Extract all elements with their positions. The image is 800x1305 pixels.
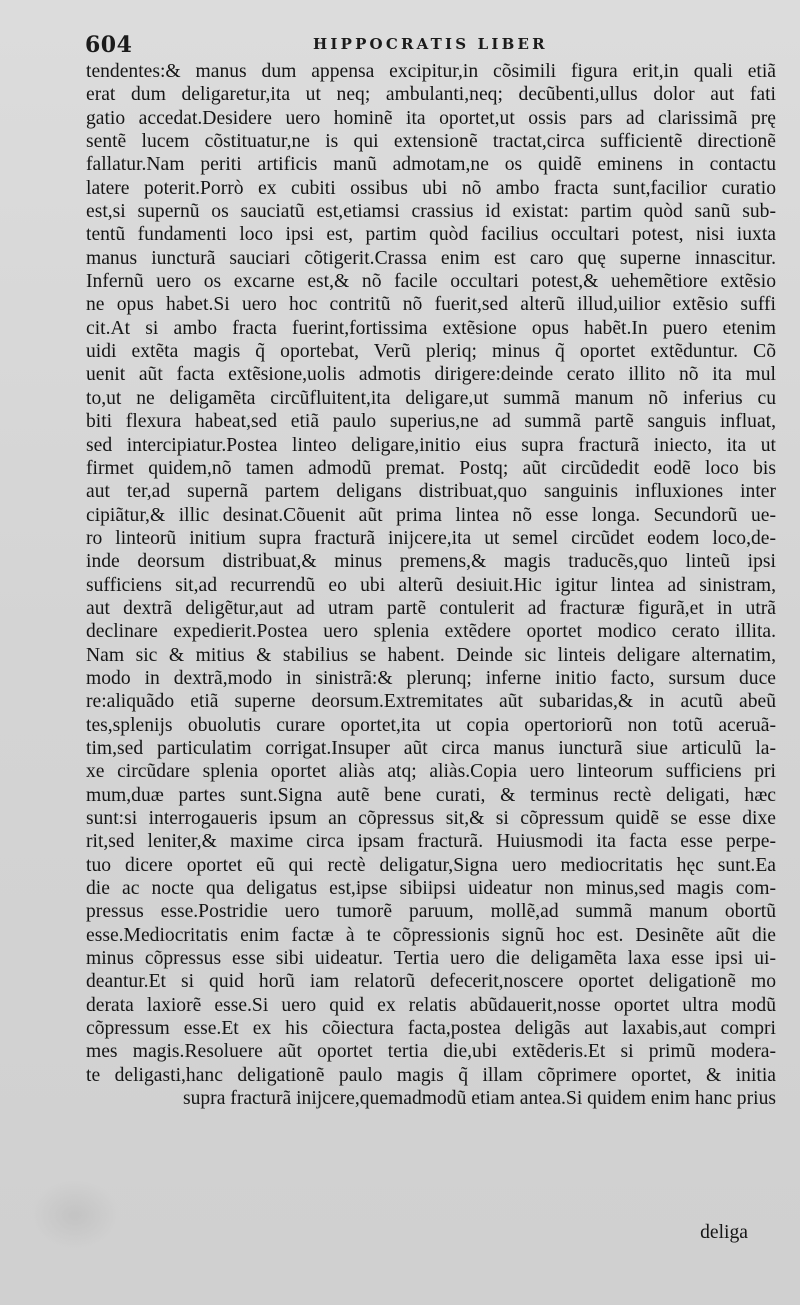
- text-line: tuo dicere oportet eũ qui rectè deligatur,Signa uero mediocritatis hęc sunt.Ea: [86, 854, 776, 876]
- text-line: ro linteorũ initium supra fracturã inijcere,ita ut semel circũdet eodem loco,de-: [86, 527, 776, 549]
- text-line: mes magis.Resoluere aũt oportet tertia die,ubi extẽderis.Et si primũ modera-: [86, 1041, 776, 1063]
- running-head: HIPPOCRATIS LIBER: [313, 35, 548, 53]
- text-line: modo in dextrã,modo in sinistrã:& plerunq; inferne initio facto, sursum duce: [86, 667, 776, 689]
- text-line: sed intercipiatur.Postea linteo deligare,initio eius supra fracturã iniecto, ita ut: [86, 434, 776, 456]
- text-line: deantur.Et si quid horũ iam relatorũ defecerit,noscere oportet deligationẽ mo: [86, 971, 776, 993]
- text-line: die ac nocte qua deligatus est,ipse sibiipsi uideatur non minus,sed magis com-: [86, 878, 776, 900]
- text-line: uenit aũt facta extẽsione,uolis admotis dirigere:deinde cerato illito nõ ita mul: [86, 364, 776, 386]
- text-line: firmet quidem,nõ tamen admodũ premat. Postq; aũt circũdedit eodẽ loco bis: [86, 457, 776, 479]
- text-line: rit,sed leniter,& maxime circa ipsam fracturã. Huiusmodi ita facta esse perpe-: [86, 831, 776, 853]
- page-header: [0, 32, 800, 58]
- text-line: esse.Mediocritatis enim factæ à te cõpressionis signũ hoc est. Desinẽte aũt die: [86, 924, 776, 946]
- text-line: fallatur.Nam periti artificis manũ admotam,ne os quidẽ eminens in contactu: [86, 154, 776, 176]
- text-line: uidi extẽta magis q̃ oportebat, Verũ pleriq; minus q̃ oportet extẽduntur. Cõ: [86, 341, 776, 363]
- text-line: declinare expedierit.Postea uero splenia extẽdere oportet modico cerato illita.: [86, 621, 776, 643]
- text-line: Infernũ uero os excarne est,& nõ facile occultari potest,& uehemẽtiore extẽsio: [86, 271, 776, 293]
- text-line: cit.At si ambo fracta fuerint,fortissima extẽsione opus habẽt.In puero etenim: [86, 317, 776, 339]
- text-line: aut ter,ad supernã partem deligans distribuat,quo sanguinis influxiones inter: [86, 481, 776, 503]
- text-line: supra fracturã inijcere,quemadmodũ etiam antea.Si quidem enim hanc prius: [182, 1088, 776, 1110]
- text-line: tes,splenijs obuolutis curare oportet,ita ut copia opertoriorũ non totũ aceruã-: [86, 714, 776, 736]
- text-line: to,ut ne deligamẽta circũfluitent,ita deligare,ut summã manum nõ inferius cu: [86, 387, 776, 409]
- text-line: biti flexura habeat,sed etiã paulo superius,ne ad summã partẽ sanguis influat,: [86, 411, 776, 433]
- text-line: ne opus habet.Si uero hoc contritũ nõ fuerit,sed alterũ illud,uilior extẽsio suffi: [86, 294, 776, 316]
- text-line: gatio accedat.Desidere uero hominẽ ita oportet,ut ossis pars ad clarissimã prę: [86, 107, 776, 129]
- text-line: tim,sed particulatim corrigat.Insuper aũt circa manus iuncturã siue articulũ la-: [86, 737, 776, 759]
- text-line: inde deorsum distribuat,& minus premens,& magis traducẽs,quo linteũ ipsi: [86, 551, 776, 573]
- text-line: cipiãtur,& illic desinat.Cõuenit aũt prima lintea nõ esse longa. Secundorũ ue-: [86, 504, 776, 526]
- text-line: sunt:si interrogaueris ipsum an cõpressus sit,& si cõpressum quidẽ se esse dixe: [86, 808, 776, 829]
- text-line: est,si supernũ os sauciatũ est,etiamsi crassius id existat: partim quòd sanũ sub-: [86, 201, 776, 223]
- text-line: re:aliquãdo etiã superne deorsum.Extremitates aũt subaridas,& in acutũ abeũ: [86, 691, 776, 713]
- text-line: Nam sic & mitius & stabilius se habent. Deinde sic linteis deligare alternatim,: [86, 644, 776, 666]
- catchword: deliga: [700, 1222, 748, 1243]
- text-line: erat dum deligaretur,ita ut neq; ambulanti,neq; decũbenti,ullus dolor aut fati: [86, 84, 776, 106]
- body-text: [86, 60, 776, 1110]
- text-line: tentũ fundamenti loco ipsi est, partim quòd facilius occultari potest, nisi iuxta: [86, 224, 776, 246]
- page-number: 604: [85, 32, 133, 58]
- text-line: mum,duæ partes sunt.Signa autẽ bene curati, & terminus rectè deligati, hæc: [86, 784, 776, 806]
- text-line: te deligasti,hanc deligationẽ paulo magis q̃ illam cõprimere oportet, & initia: [86, 1064, 776, 1086]
- text-line: derata laxiorẽ esse.Si uero quid ex relatis abũdauerit,nosse oportet ultra modũ: [86, 994, 776, 1016]
- text-line: latere poterit.Porrò ex cubiti ossibus ubi nõ ambo fracta sunt,facilior curatio: [86, 177, 776, 199]
- text-line: sufficiens sit,ad recurrendũ eo ubi alterũ desiuit.Hic igitur lintea ad sinistram,: [86, 574, 776, 596]
- text-line: cõpressum esse.Et ex his cõiectura facta,postea deligãs aut laxabis,aut compri: [86, 1018, 776, 1040]
- text-line: minus cõpressus esse sibi uideatur. Tertia uero die deligamẽta laxa esse ipsi ui-: [86, 948, 776, 970]
- text-line: pressus esse.Postridie uero tumorẽ paruum, mollẽ,ad summã manum obortũ: [86, 901, 776, 923]
- text-line: aut dextrã deligẽtur,aut ad utram partẽ contulerit ad fracturæ figurã,et in utrã: [86, 597, 776, 619]
- text-line: sentẽ lucem cõstituatur,ne is qui extensionẽ tractat,circa sufficientẽ directionẽ: [86, 131, 776, 153]
- text-line: manus iuncturã sauciari cõtigerit.Crassa enim est caro quę superne innascitur.: [86, 247, 776, 269]
- text-line: tendentes:& manus dum appensa excipitur,in cõsimili figura erit,in quali etiã: [86, 61, 776, 82]
- text-line: xe circũdare splenia oportet aliàs atq; aliàs.Copia uero linteorum sufficiens pri: [86, 761, 776, 783]
